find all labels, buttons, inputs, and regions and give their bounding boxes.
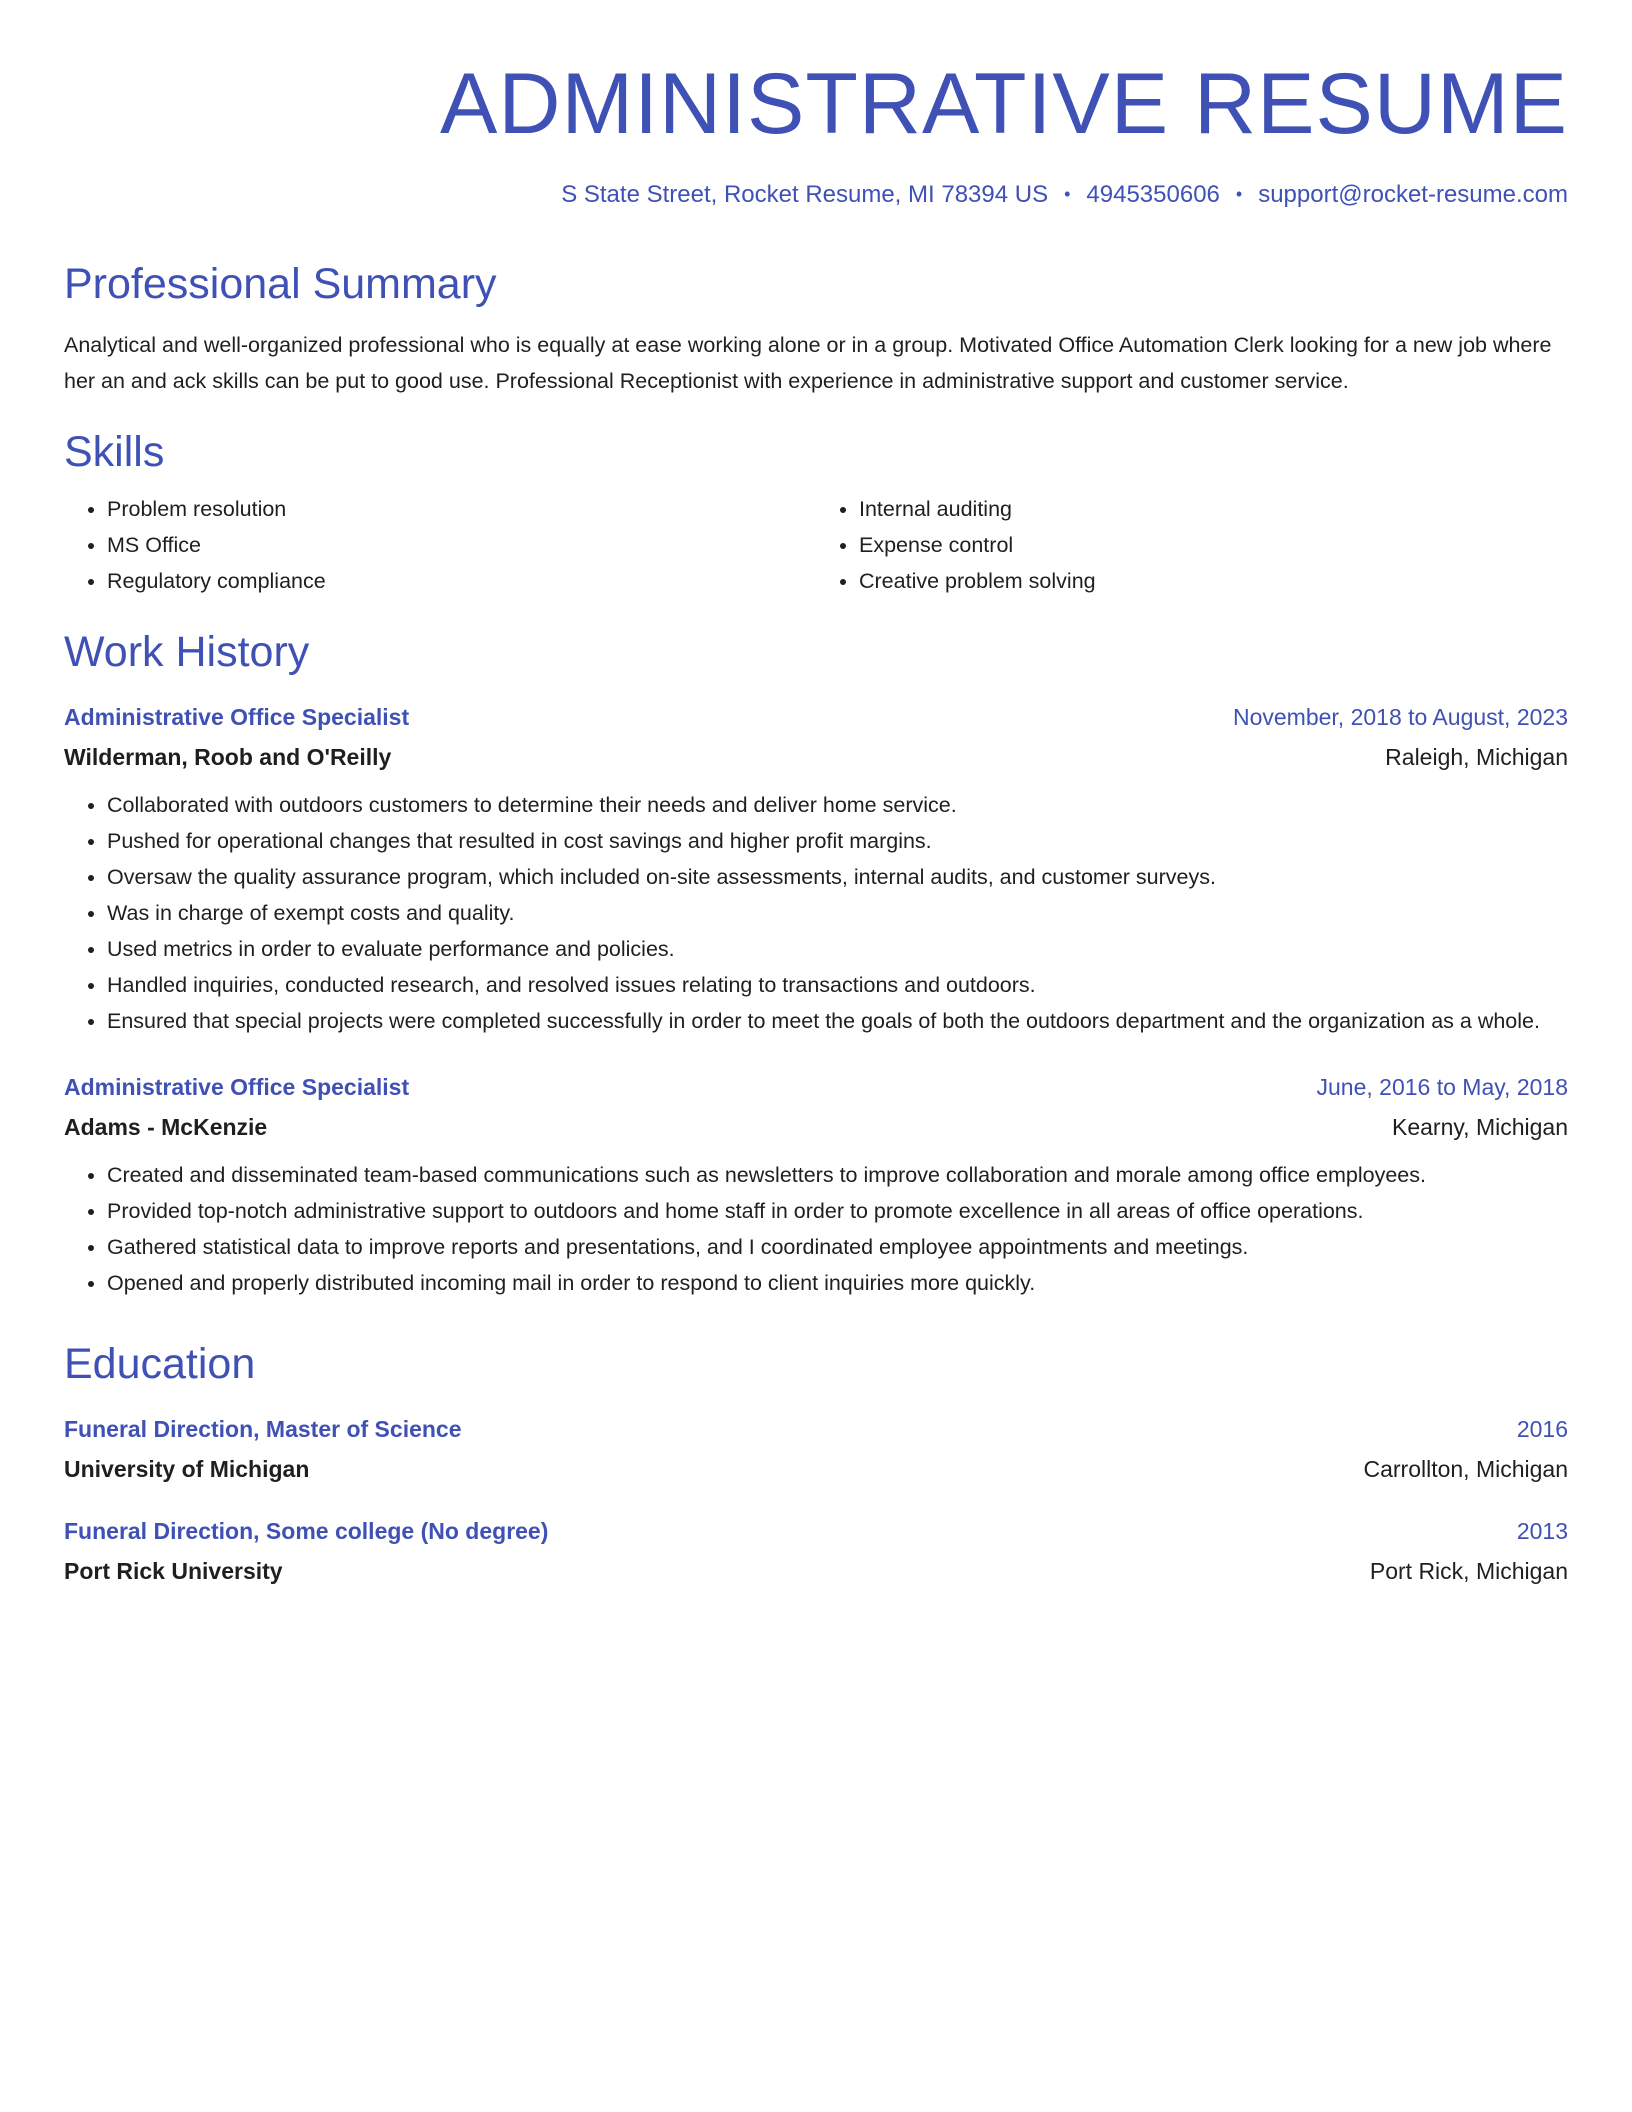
job-bullet: • Handled inquiries, conducted research, and resolved issues relating to transactions and outdoors. bbox=[107, 967, 1568, 1003]
job-bullet: • Gathered statistical data to improve reports and presentations, and I coordinated employee appointments and meetings. bbox=[107, 1229, 1568, 1265]
skill-item: • Creative problem solving bbox=[859, 563, 1568, 599]
job-bullet: • Ensured that special projects were completed successfully in order to meet the goals of both the outdoors department and the organization as a whole. bbox=[107, 1003, 1568, 1039]
skill-item: • MS Office bbox=[107, 527, 816, 563]
education-entry-subheader bbox=[64, 1445, 1568, 1485]
contact-email: support@rocket-resume.com bbox=[1258, 181, 1568, 208]
education-degree: Funeral Direction, Master of Science bbox=[64, 1416, 462, 1442]
work-entry bbox=[64, 1071, 1568, 1301]
summary-text: Analytical and well-organized professional who is equally at ease working alone or in a group. Motivated Office Automation Clerk looking for a new job where her an and ack skills can be put to good use. Professional Receptionist with experience in administrative support and customer service. bbox=[64, 333, 1552, 393]
skills-column-left bbox=[64, 491, 816, 599]
job-bullet: • Pushed for operational changes that resulted in cost savings and higher profit margins. bbox=[107, 823, 1568, 859]
contact-separator: • bbox=[1235, 184, 1243, 204]
education-entry-header bbox=[64, 1413, 1568, 1445]
work-entry-header bbox=[64, 701, 1568, 733]
work-entry-subheader bbox=[64, 733, 1568, 773]
job-location: Kearny, Michigan bbox=[1392, 1114, 1568, 1140]
work-entry-subheader bbox=[64, 1103, 1568, 1143]
education-year: 2013 bbox=[1516, 1518, 1568, 1544]
section-title-education: Education bbox=[64, 1340, 256, 1388]
job-dates: November, 2018 to August, 2023 bbox=[1232, 704, 1568, 730]
job-bullet: • Collaborated with outdoors customers to determine their needs and deliver home service. bbox=[107, 787, 1568, 823]
education-school: Port Rick University bbox=[64, 1558, 283, 1584]
education-entry bbox=[64, 1515, 1568, 1587]
skills-list bbox=[64, 491, 1568, 599]
skill-item: • Regulatory compliance bbox=[107, 563, 816, 599]
education-location: Port Rick, Michigan bbox=[1369, 1558, 1568, 1584]
skills-column-right bbox=[816, 491, 1568, 599]
contact-separator: • bbox=[1064, 184, 1071, 204]
job-bullet: • Provided top-notch administrative support to outdoors and home staff in order to promote excellence in all areas of office operations. bbox=[107, 1193, 1568, 1229]
job-bullet: • Opened and properly distributed incoming mail in order to respond to client inquiries more quickly. bbox=[107, 1265, 1568, 1301]
education-entry bbox=[64, 1413, 1568, 1485]
skill-item: • Problem resolution bbox=[107, 491, 816, 527]
section-title-professional-summary: Professional Summary bbox=[64, 260, 497, 308]
section-title-work-history: Work History bbox=[64, 628, 310, 676]
contact-line bbox=[64, 178, 1568, 211]
education-entry-subheader bbox=[64, 1547, 1568, 1587]
education-entry-header bbox=[64, 1515, 1568, 1547]
education-location: Carrollton, Michigan bbox=[1363, 1456, 1568, 1482]
job-role: Administrative Office Specialist bbox=[64, 704, 410, 730]
job-company: Wilderman, Roob and O'Reilly bbox=[64, 744, 392, 770]
skill-item: • Internal auditing bbox=[859, 491, 1568, 527]
job-bullet: • Oversaw the quality assurance program, which included on-site assessments, internal audits, and customer surveys. bbox=[107, 859, 1568, 895]
job-bullet: • Was in charge of exempt costs and quality. bbox=[107, 895, 1568, 931]
skill-item: • Expense control bbox=[859, 527, 1568, 563]
section-title-skills: Skills bbox=[64, 428, 165, 476]
job-dates: June, 2016 to May, 2018 bbox=[1316, 1074, 1568, 1100]
job-bullet: • Created and disseminated team-based communications such as newsletters to improve collaboration and morale among office employees. bbox=[107, 1157, 1568, 1193]
job-company: Adams - McKenzie bbox=[64, 1114, 268, 1140]
work-entry-header bbox=[64, 1071, 1568, 1103]
work-entry bbox=[64, 701, 1568, 1039]
job-bullet: • Used metrics in order to evaluate performance and policies. bbox=[107, 931, 1568, 967]
resume-title: ADMINISTRATIVE RESUME bbox=[440, 56, 1568, 152]
contact-phone: 4945350606 bbox=[1086, 181, 1220, 208]
education-degree: Funeral Direction, Some college (No degree) bbox=[64, 1518, 549, 1544]
job-bullets bbox=[64, 787, 1568, 1039]
job-location: Raleigh, Michigan bbox=[1385, 744, 1568, 770]
job-role: Administrative Office Specialist bbox=[64, 1074, 410, 1100]
education-school: University of Michigan bbox=[64, 1456, 310, 1482]
contact-address: S State Street, Rocket Resume, MI 78394 US bbox=[561, 181, 1049, 208]
resume-header bbox=[64, 58, 1568, 211]
job-bullets bbox=[64, 1157, 1568, 1301]
education-year: 2016 bbox=[1516, 1416, 1568, 1442]
